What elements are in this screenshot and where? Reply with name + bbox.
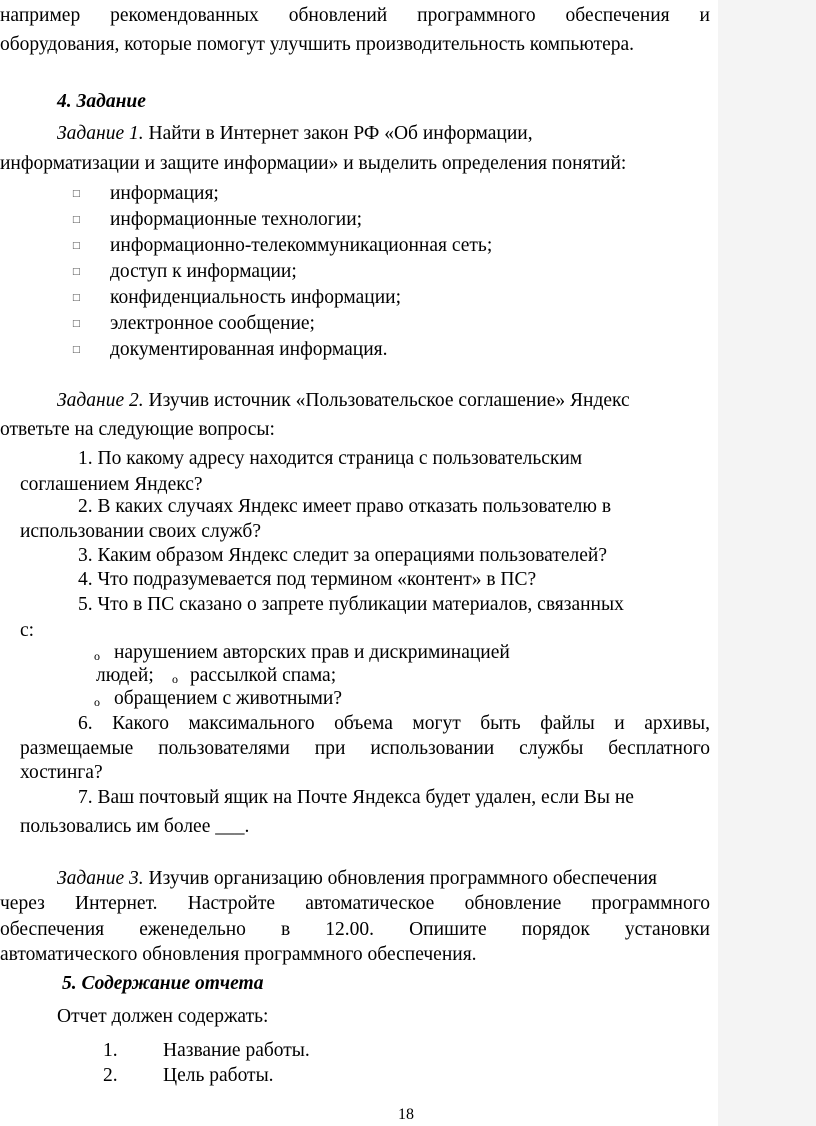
page-number: 18 — [398, 1106, 414, 1123]
intro-line-1: например рекомендованных обновлений программного обеспечения и — [0, 5, 710, 26]
question-2: 2. В каких случаях Яндекс имеет право отказать пользователю в — [78, 496, 612, 517]
list-item: электронное сообщение; — [110, 313, 315, 334]
sub-item-1-cont: людей; — [96, 665, 154, 686]
task-2-line-1 — [57, 391, 630, 411]
intro-line-2: оборудования, которые помогут улучшить производительность компьютера. — [0, 34, 635, 55]
list-item: доступ к информации; — [110, 261, 297, 282]
question-5-cont: с: — [20, 620, 35, 641]
question-3: 3. Каким образом Яндекс следит за операциями пользователей? — [78, 545, 607, 566]
question-7-cont: пользовались им более ___. — [20, 816, 250, 837]
sub-item-3: обращением с животными? — [114, 688, 342, 709]
checkbox-bullet-icon: □ — [72, 267, 81, 277]
report-item-text: Цель работы. — [163, 1065, 274, 1086]
task-3-text: Изучив организацию обновления программного обеспечения — [148, 868, 657, 889]
question-2-cont: использовании своих служб? — [20, 521, 261, 542]
task-1-line-1 — [57, 124, 533, 144]
task-2-line-2: ответьте на следующие вопросы: — [0, 419, 275, 440]
section-5-heading: 5. Содержание отчета — [62, 973, 264, 994]
checkbox-bullet-icon: □ — [72, 189, 81, 199]
task-3-line-4: автоматического обновления программного обеспечения. — [0, 944, 477, 965]
question-1: 1. По какому адресу находится страница с пользовательским — [78, 448, 583, 469]
task-3-line-3: обеспечения еженедельно в 12.00. Опишите порядок установки — [0, 919, 710, 940]
circle-bullet-icon: o — [94, 695, 100, 709]
question-1-cont: соглашением Яндекс? — [20, 474, 203, 495]
checkbox-bullet-icon: □ — [72, 241, 81, 251]
checkbox-bullet-icon: □ — [72, 293, 81, 303]
list-item: информационно-телекоммуникационная сеть; — [110, 235, 493, 256]
task-3-label: Задание 3. — [57, 868, 144, 889]
question-5: 5. Что в ПС сказано о запрете публикации материалов, связанных — [78, 594, 624, 615]
list-item: конфиденциальность информации; — [110, 287, 401, 308]
page-margin-panel — [718, 0, 816, 1126]
checkbox-bullet-icon: □ — [72, 215, 81, 225]
list-item: информационные технологии; — [110, 209, 363, 230]
report-item-number: 2. — [103, 1065, 118, 1086]
checkbox-bullet-icon: □ — [72, 345, 81, 355]
sub-item-1: нарушением авторских прав и дискриминацией — [114, 642, 510, 663]
task-2-label: Задание 2. — [57, 390, 144, 411]
question-6-cont-2: хостинга? — [20, 762, 103, 783]
task-2-text: Изучив источник «Пользовательское соглашение» Яндекс — [148, 390, 630, 411]
task-3-line-2: через Интернет. Настройте автоматическое обновление программного — [0, 893, 710, 914]
task-1-line-2: информатизации и защите информации» и выделить определения понятий: — [0, 153, 627, 174]
report-item-text: Название работы. — [163, 1040, 310, 1061]
task-1-text: Найти в Интернет закон РФ «Об информации, — [148, 123, 533, 144]
list-item: информация; — [110, 183, 219, 204]
task-3-line-1 — [57, 869, 657, 889]
list-item: документированная информация. — [110, 339, 388, 360]
circle-bullet-icon: o — [94, 649, 100, 663]
checkbox-bullet-icon: □ — [72, 319, 81, 329]
question-6: 6. Какого максимального объема могут быть файлы и архивы, — [78, 713, 710, 734]
section-5-intro: Отчет должен содержать: — [57, 1006, 269, 1027]
question-4: 4. Что подразумевается под термином «контент» в ПС? — [78, 569, 537, 590]
circle-bullet-icon: o — [172, 672, 178, 686]
section-4-heading: 4. Задание — [57, 91, 146, 112]
question-6-cont: размещаемые пользователями при использовании службы бесплатного — [20, 738, 710, 759]
question-7: 7. Ваш почтовый ящик на Почте Яндекса будет удален, если Вы не — [78, 787, 634, 808]
sub-item-2: рассылкой спама; — [190, 665, 337, 686]
report-item-number: 1. — [103, 1040, 118, 1061]
task-1-label: Задание 1. — [57, 123, 144, 144]
